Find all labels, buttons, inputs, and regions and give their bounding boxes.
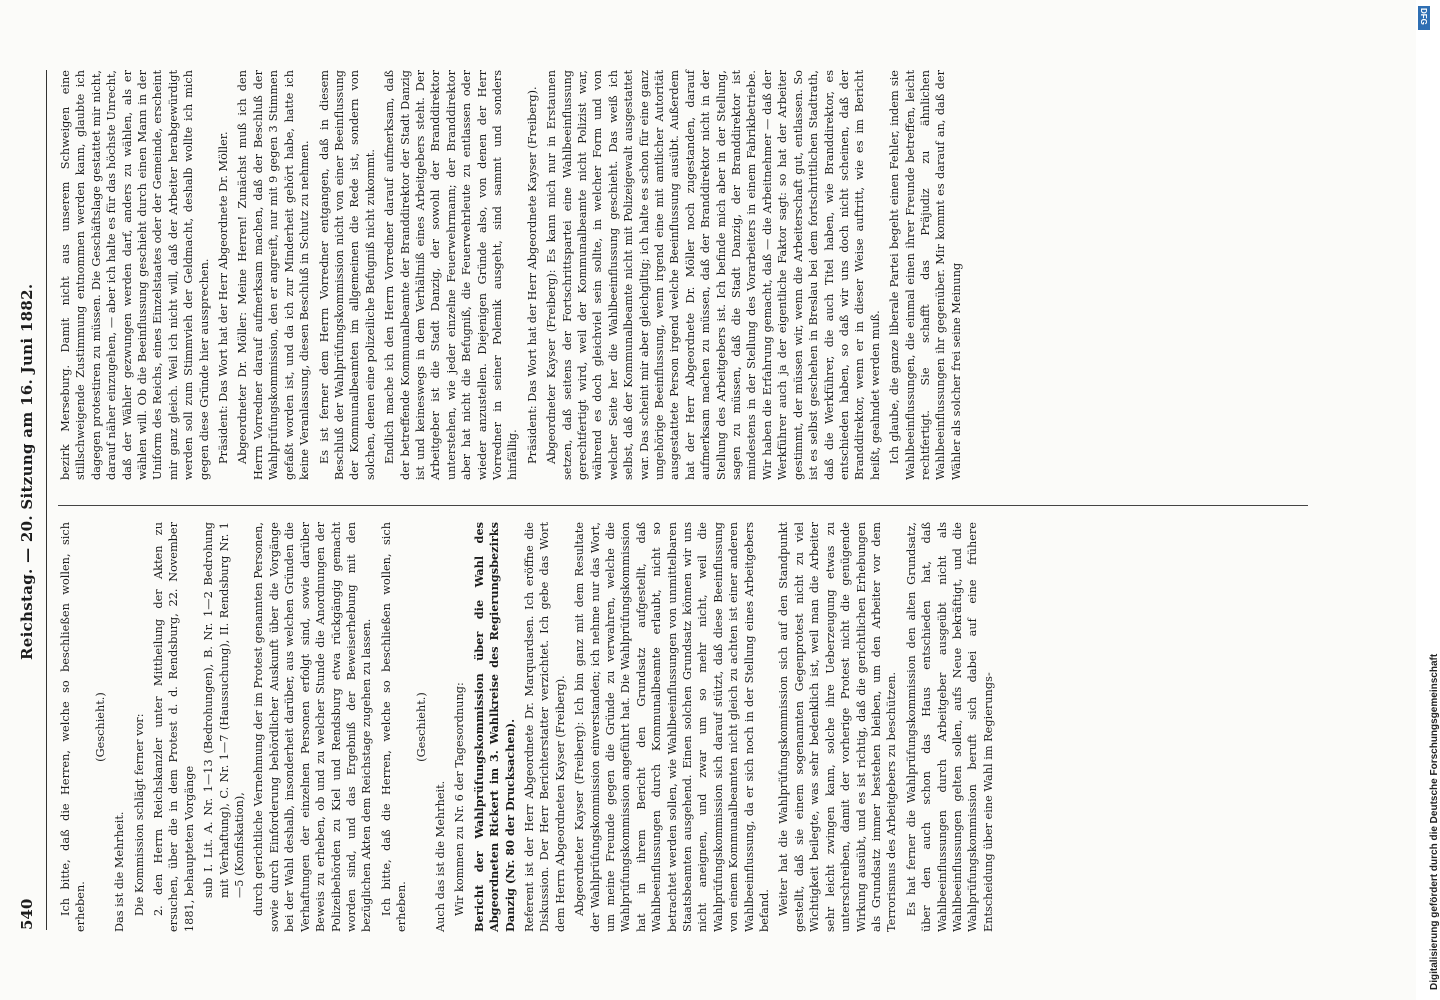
paragraph: Weiter hat die Wahlprüfungskommission sich auf den Standpunkt gestellt, daß sie einem sogenannten Gegenprotest nicht zu viel Wichtigkeit beilegte, was sehr bedenklich ist, weil man die Arbeiter sehr leicht zwingen kann, solche ihre Ueberzeugung etwas zu unterschreiben, damit der vorherige Protest nicht die genügende Wirkung ausübt, und es ist richtig, daß die gerichtlichen Erhebungen als Grundsatz immer bestehen bleiben, um den Arbeiter vor dem Terrorismus des Arbeitgebers zu beschützen. [777, 522, 899, 932]
paragraph: 2. den Herrn Reichskanzler unter Mittheilung der Akten zu ersuchen, über die in dem Protest d. d. Rendsburg, 22. November 1881, behaupteten Vorgänge [152, 522, 196, 932]
digitization-credit: Digitalisierung gefördert durch die Deutsche Forschungsgemeinschaft [1429, 653, 1440, 990]
paragraph: Ich glaube, die ganze liberale Partei begeht einen Fehler, indem sie Wahlbeeinflussungen, die einmal einen ihrer Freunde betreffen, leicht rechtfertigt. Sie schafft das Präjudiz zu ähnlichen Wahlbeeinflussungen ihr gegenüber. Mir kommt es darauf an, daß der Wähler als solcher frei seine Meinung [888, 70, 963, 480]
paragraph: sub I. Lit. A. Nr. 1—13 (Bedrohungen), B. Nr. 1—2 Bedrohung mit Verhaftung), C. Nr. 1—7 (Haussuchung), II. Rendsburg Nr. 1—5 (Konfiskation), [202, 522, 247, 898]
header-rule [46, 70, 47, 930]
paragraph: Bericht der Wahlprüfungskommission über die Wahl des Abgeordneten Rickert im 3. Wahlkreise des Regierungsbezirks Danzig (Nr. 80 der Drucksachen). [471, 522, 517, 932]
paragraph: Wir kommen zu Nr. 6 der Tagesordnung: [453, 682, 467, 916]
paragraph: Es hat ferner die Wahlprüfungskommission den alten Grundsatz, über den auch schon das Haus entschieden hat, daß Wahlbeeinflussungen durch Arbeitgeber ausgeübt nicht als Wahlbeeinflussungen gelten sollen, aufs Neue bekräftigt, und die Wahlprüfungskommission beruft sich dabei auf eine frühere Entscheidung über eine Wahl im Regierungs- [904, 522, 995, 932]
paragraph: Endlich mache ich den Herrn Vorredner darauf aufmerksam, daß der betreffende Kommunalbeamte der Branddirektor der Stadt Danzig ist und keineswegs in dem Verhältniß eines Arbeitgebers steht. Der Arbeitgeber ist die Stadt Danzig, der sowohl der Branddirektor unterstehen, wie jeder einzelne Feuerwehrmann; der Branddirektor aber hat nicht die Befugniß, die Feuerwehrleute zu entlassen oder wieder anzustellen. Diejenigen Gründe also, von denen der Herr Vorredner in seiner Polemik ausgeht, sind sammt und sonders hinfällig. [383, 70, 520, 480]
paragraph: Die Kommission schlägt ferner vor: [132, 713, 146, 916]
paragraph: Referent ist der Herr Abgeordnete Dr. Marquardsen. Ich eröffne die Diskussion. Der Herr Berichterstatter verzichtet. Ich gebe das Wort dem Herrn Abgeordneten Kayser (Freiberg). [522, 522, 567, 932]
paragraph: Es ist ferner dem Herrn Vorredner entgangen, daß in diesem Beschluß der Wahlprüfungskommission nicht von einer Beeinflussung der Kommunalbeamten im allgemeinen die Rede ist, sondern von solchen, denen eine polizeiliche Befugniß nicht zukommt. [317, 70, 377, 480]
paragraph: Präsident: Das Wort hat der Herr Abgeordnete Dr. Möller. [217, 131, 231, 464]
dfg-logo: DFG [1418, 6, 1430, 30]
paragraph: Abgeordneter Kayser (Freiberg): Es kann mich nur in Erstaunen setzen, daß seitens der Fortschrittspartei eine Wahlbeeinflussung gerechtfertigt wird, weil der Kommunalbeamte nicht Polizist war, während es doch gleichviel sein sollte, in welcher Form und von welcher Seite her die Wahlbeeinflussung geschieht. Das weiß ich selbst, daß der Kommunalbeamte nicht mit Polizeigewalt ausgestattet war. Das scheint mir aber gleichgiltig; ich halte es schon für eine ganz ungehörige Beeinflussung, wenn irgend eine mit amtlicher Autorität ausgestattete Person irgend welche Beeinflussung ausübt. Außerdem hat der Herr Abgeordnete Dr. Möller noch zugestanden, darauf aufmerksam machen zu müssen, daß der Branddirektor nicht in der Stellung des Arbeitgebers ist. Ich befinde mich aber in der Stellung, sagen zu müssen, daß die Stadt Danzig, der Branddirektor ist mindestens in der Stellung des Vorarbeiters in einem Fabrikbetriebe. Wir haben die Erfahrung gemacht, daß — die Arbeitnehmer — daß der Werkführer auch ja der eigentliche Faktor sagt: so hat der Arbeiter gestimmt, der müssen wir, wenn die Arbeiterschaft gut, entlassen. So ist es selbst geschehen in Breslau bei dem fortschrittlichen Stadtrath, daß die Werkführer, die auch Titel haben, wie Branddirektor, es entschieden haben, so daß wir uns doch nicht scheinen, daß der Branddirektor, wenn er in dieser Weise auftritt, wie es im Bericht heißt, geahndet werden muß. [545, 70, 882, 480]
page-number: 540 [18, 898, 36, 930]
paragraph: Ich bitte, daß die Herren, welche so beschließen wollen, sich erheben. [379, 522, 409, 932]
paragraph: Abgeordneter Dr. Möller: Meine Herren! Zunächst muß ich den Herrn Vorredner darauf aufmerksam machen, daß der Beschluß der Wahlprüfungskommission, den er angreift, nur mit 9 gegen 3 Stimmen gefaßt worden ist, und da ich zur Minderheit gehört habe, hatte ich keine Veranlassung, diesen Beschluß in Schutz zu nehmen. [236, 70, 312, 480]
paragraph: (Geschieht.) [93, 692, 107, 762]
paragraph: Abgeordneter Kayser (Freiberg): Ich bin ganz mit dem Resultate der Wahlprüfungskommission einverstanden; ich nehme nur das Wort, um meine Freunde gegen die Gründe zu verwahren, welche die Wahlprüfungskommission angeführt hat. Die Wahlprüfungskommission hat in ihrem Bericht den Grundsatz aufgestellt, daß Wahlbeeinflussungen durch Kommunalbeamte erlaubt, nicht so betrachtet werden sollen, wie Wahlbeeinflussungen von unmittelbaren Staatsbeamten ausgehend. Einen solchen Grundsatz können wir uns nicht aneignen, und zwar um so mehr nicht, weil die Wahlprüfungskommission sich darauf stützt, daß diese Beeinflussung von einem Kommunalbeamten nicht gleich zu achten ist einer anderen Wahlbeeinflussung, da er sich noch in der Stellung eines Arbeitgebers befand. [573, 522, 772, 932]
paragraph: (Geschieht.) [414, 692, 428, 762]
left-column [58, 522, 1000, 932]
paragraph: bezirk Merseburg. Damit nicht aus unserem Schweigen eine stillschweigende Zustimmung entnommen werden kann, glaubte ich dagegen protestiren zu müssen. Die Geschäftslage gestattet mir nicht, darauf näher einzugehen, — aber ich halte es für das höchste Unrecht, daß der Wähler gezwungen werden darf, anders zu wählen, als er wählen will. Ob die Beeinflussung geschieht durch einen Mann in der Uniform des Reichs, eines Einzelstaates oder der Gemeinde, erscheint mir ganz gleich. Weil ich nicht will, daß der Arbeiter herabgewürdigt werden soll zum Stimmvieh der Geldmacht, deshalb wollte ich mich gegen diese Gründe hier aussprechen. [59, 70, 211, 480]
right-column [58, 70, 968, 480]
paragraph: durch gerichtliche Vernehmung der im Protest genannten Personen, sowie durch Einforderung behördlicher Auskunft über die Vorgänge bei der Wahl deshalb, insonderheit darüber, aus welchen Gründen die Verhaftungen der einzelnen Personen erfolgt sind, sowie darüber Beweis zu erheben, ob und zu welcher Stunde die Anordnungen der Polizeibehörden zu Kiel und Rendsburg etwa rückgängig gemacht worden sind, und das Ergebniß der Beweiserhebung mit den bezüglichen Akten dem Reichstage zugehen zu lassen. [252, 522, 374, 932]
paragraph: Präsident: Das Wort hat der Herr Abgeordnete Kayser (Freiberg). [525, 86, 539, 464]
column-divider [58, 505, 1308, 506]
running-head-title: Reichstag. — 20. Sitzung am 16. Juni 1882. [18, 283, 36, 660]
paragraph: Das ist die Mehrheit. [113, 811, 127, 932]
paragraph: Ich bitte, daß die Herren, welche so beschließen wollen, sich erheben. [59, 522, 88, 932]
paragraph: Auch das ist die Mehrheit. [433, 780, 447, 932]
digitization-sidebar [1416, 0, 1440, 1000]
running-head [18, 70, 44, 930]
